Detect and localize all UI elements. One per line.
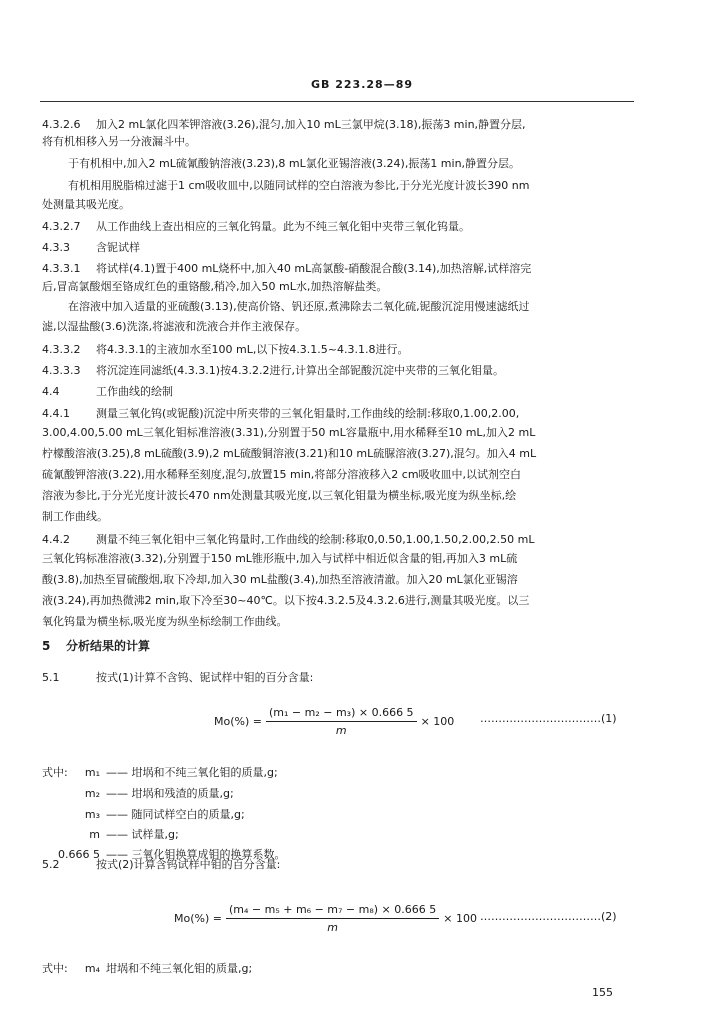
clause-text: 测量三氧化钨(或铌酸)沉淀中所夹带的三氧化钼量时,工作曲线的绘制:移取0,1.00,2.00,	[96, 407, 520, 420]
continuation-line: 处测量其吸光度。	[42, 198, 130, 211]
definition-row	[42, 826, 179, 842]
clause-text: 测量不纯三氧化钼中三氧化钨量时,工作曲线的绘制:移取0,0.50,1.00,1.50,2.00,2.50 mL	[96, 533, 535, 546]
clause-number: 4.4.2	[42, 533, 70, 546]
clause-line	[42, 405, 519, 421]
continuation-line: 将有机相移入另一分液漏斗中。	[42, 135, 196, 148]
clause-text: 将试样(4.1)置于400 mL烧杯中,加入40 mL高氯酸-硝酸混合酸(3.14),加热溶解,试样溶完	[96, 262, 532, 275]
definitions-2-intro: 式中:	[42, 962, 68, 975]
clause-line	[42, 260, 531, 276]
standard-number-header: GB 223.28—89	[311, 78, 413, 91]
definition-symbol: m₄	[84, 962, 100, 975]
definition-text: —— 坩埚和残渣的质量,g;	[106, 787, 234, 800]
clause-number: 4.3.2.7	[42, 220, 81, 233]
definition-text: —— 随同试样空白的质量,g;	[106, 808, 245, 821]
definitions-intro: 式中:	[42, 766, 68, 779]
formula-1-lhs: Mo(%) =	[214, 715, 262, 728]
clause-number: 4.3.3	[42, 241, 70, 254]
clause-text: 按式(1)计算不含钨、铌试样中钼的百分含量:	[96, 671, 314, 684]
continuation-line: 溶液为参比,于分光光度计波长470 nm处测量其吸光度,以三氧化钼量为横坐标,吸光度为纵坐标,绘	[42, 489, 517, 502]
clause-text: 从工作曲线上查出相应的三氧化钨量。此为不纯三氧化钼中夹带三氧化钨量。	[96, 220, 470, 233]
continuation-line: 制工作曲线。	[42, 510, 108, 523]
definition-row	[42, 785, 234, 801]
continuation-line: 酸(3.8),加热至冒硫酸烟,取下冷却,加入30 mL盐酸(3.4),加热至溶液清澈。加入20 mL氯化亚锡溶	[42, 573, 518, 586]
page-number: 155	[592, 986, 613, 999]
clause-line	[42, 383, 173, 399]
clause-line	[42, 362, 504, 378]
formula-1-fraction	[266, 706, 417, 737]
continuation-line: 液(3.24),再加热微沸2 min,取下冷至30~40℃。以下按4.3.2.5及4.3.2.6进行,测量其吸光度。以三	[42, 594, 530, 607]
definition-text: 坩埚和不纯三氧化钼的质量,g;	[106, 962, 253, 975]
formula-2-denominator: m	[327, 921, 338, 934]
definition-text: —— 坩埚和不纯三氧化钼的质量,g;	[106, 766, 278, 779]
definition-symbol: m₁	[84, 766, 100, 779]
clause-text: 工作曲线的绘制	[96, 385, 173, 398]
clause-text: 按式(2)计算含钨试样中钼的百分含量:	[96, 858, 281, 871]
definition-row	[42, 764, 278, 780]
formula-1-number: ……………………………(1)	[480, 712, 617, 725]
paragraph-line: 在溶液中加入适量的亚硫酸(3.13),使高价铬、钒还原,煮沸除去二氧化硫,铌酸沉淀用慢速滤纸过	[68, 300, 530, 313]
paragraph-line: 有机相用脱脂棉过滤于1 cm吸收皿中,以随同试样的空白溶液为参比,于分光光度计波长390 nm	[68, 179, 530, 192]
definition-text: —— 试样量,g;	[106, 828, 179, 841]
formula-1-denominator: m	[335, 724, 347, 737]
formula-2-numerator: (m₄ − m₅ + m₆ − m₇ − m₈) × 0.666 5	[226, 903, 439, 919]
definition-symbol: 0.666 5	[58, 848, 100, 861]
clause-text: 将4.3.3.1的主液加水至100 mL,以下按4.3.1.5~4.3.1.8进行。	[96, 343, 409, 356]
definition-symbol: m₃	[84, 808, 100, 821]
clause-line	[42, 531, 534, 547]
clause-text: 分析结果的计算	[66, 639, 151, 653]
section-heading	[42, 637, 150, 654]
clause-text: 含铌试样	[96, 241, 140, 254]
definition-row	[42, 846, 286, 862]
header-divider	[40, 101, 634, 102]
continuation-line: 滤,以湿盐酸(3.6)洗涤,将滤液和洗液合并作主液保存。	[42, 320, 307, 333]
formula-2-fraction	[226, 903, 439, 934]
clause-number: 5	[42, 639, 51, 653]
continuation-line: 后,冒高氯酸烟至铬成红色的重铬酸,稍冷,加入50 mL水,加热溶解盐类。	[42, 280, 388, 293]
formula-2	[174, 903, 477, 934]
clause-number: 4.4.1	[42, 407, 70, 420]
definition-text: —— 三氧化钼换算成钼的换算系数。	[106, 848, 286, 861]
formula-1-rhs: × 100	[420, 715, 455, 728]
clause-text: 将沉淀连同滤纸(4.3.3.1)按4.3.2.2进行,计算出全部铌酸沉淀中夹带的三氧化钼量。	[96, 364, 505, 377]
definition-symbol: m	[89, 828, 100, 841]
formula-2-number: ……………………………(2)	[480, 910, 617, 923]
clause-line	[42, 116, 526, 132]
clause-number: 4.4	[42, 385, 60, 398]
formula-2-rhs: × 100	[443, 912, 477, 925]
paragraph-line: 于有机相中,加入2 mL硫氰酸钠溶液(3.23),8 mL氯化亚锡溶液(3.24),振荡1 min,静置分层。	[68, 157, 521, 170]
definition-row	[42, 806, 245, 822]
clause-text: 加入2 mL氯化四苯钾溶液(3.26),混匀,加入10 mL三氯甲烷(3.18),振荡3 min,静置分层,	[96, 118, 526, 131]
clause-number: 5.2	[42, 858, 60, 871]
clause-number: 5.1	[42, 671, 60, 684]
clause-number: 4.3.3.3	[42, 364, 81, 377]
continuation-line: 三氧化钨标准溶液(3.32),分别置于150 mL锥形瓶中,加入与试样中相近似含量的钼,再加入3 mL硫	[42, 552, 518, 565]
clause-line	[42, 239, 140, 255]
continuation-line: 硫氰酸钾溶液(3.22),用水稀释至刻度,混匀,放置15 min,将部分溶液移入2 cm吸收皿中,以试剂空白	[42, 468, 522, 481]
definition-symbol: m₂	[84, 787, 100, 800]
formula-1-numerator: (m₁ − m₂ − m₃) × 0.666 5	[266, 706, 417, 722]
continuation-line: 3.00,4.00,5.00 mL三氧化钼标准溶液(3.31),分别置于50 mL容量瓶中,用水稀释至10 mL,加入2 mL	[42, 426, 536, 439]
clause-line	[42, 218, 470, 234]
clause-number: 4.3.2.6	[42, 118, 81, 131]
clause-number: 4.3.3.2	[42, 343, 81, 356]
definition-row	[42, 960, 252, 976]
continuation-line: 柠檬酸溶液(3.25),8 mL硫酸(3.9),2 mL硫酸铜溶液(3.21)和10 mL硫脲溶液(3.27),混匀。加入4 mL	[42, 447, 537, 460]
formula-2-lhs: Mo(%) =	[174, 912, 222, 925]
formula-1	[214, 706, 454, 737]
continuation-line: 氧化钨量为横坐标,吸光度为纵坐标绘制工作曲线。	[42, 615, 288, 628]
clause-line	[42, 341, 409, 357]
clause-line	[42, 669, 313, 685]
clause-number: 4.3.3.1	[42, 262, 81, 275]
